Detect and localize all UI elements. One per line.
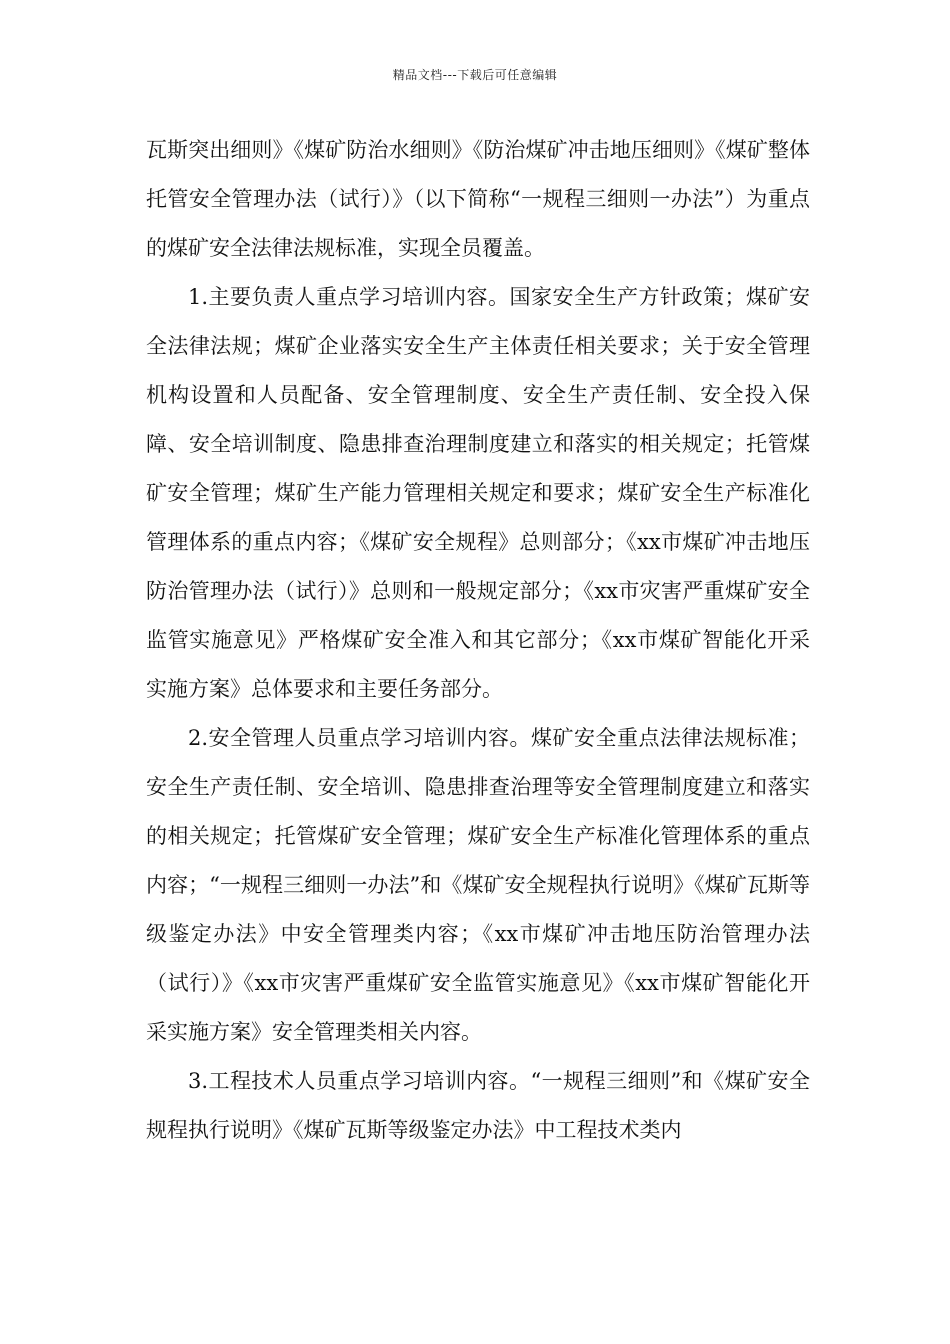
page-header: 精品文档---下载后可任意编辑 <box>392 68 558 82</box>
document-body <box>146 126 810 1155</box>
paragraph-continued: 瓦斯突出细则》《煤矿防治水细则》《防治煤矿冲击地压细则》《煤矿整体托管安全管理办法（试行）》（以下简称“一规程三细则一办法”）为重点的煤矿安全法律法规标准，实现全员覆盖。 <box>146 138 810 260</box>
paragraph-item-1: 1.主要负责人重点学习培训内容。国家安全生产方针政策；煤矿安全法律法规；煤矿企业落实安全生产主体责任相关要求；关于安全管理机构设置和人员配备、安全管理制度、安全生产责任制、安全投入保障、安全培训制度、隐患排查治理制度建立和落实的相关规定；托管煤矿安全管理；煤矿生产能力管理相关规定和要求；煤矿安全生产标准化管理体系的重点内容；《煤矿安全规程》总则部分；《xx市煤矿冲击地压防治管理办法（试行）》总则和一般规定部分；《xx市灾害严重煤矿安全监管实施意见》严格煤矿安全准入和其它部分；《xx市煤矿智能化开采实施方案》总体要求和主要任务部分。 <box>146 285 810 701</box>
paragraph-item-3: 3.工程技术人员重点学习培训内容。“一规程三细则”和《煤矿安全规程执行说明》《煤矿瓦斯等级鉴定办法》中工程技术类内 <box>146 1069 810 1142</box>
paragraph-item-2: 2.安全管理人员重点学习培训内容。煤矿安全重点法律法规标准；安全生产责任制、安全培训、隐患排查治理等安全管理制度建立和落实的相关规定；托管煤矿安全管理；煤矿安全生产标准化管理体系的重点内容；“一规程三细则一办法”和《煤矿安全规程执行说明》《煤矿瓦斯等级鉴定办法》中安全管理类内容；《xx市煤矿冲击地压防治管理办法（试行）》《xx市灾害严重煤矿安全监管实施意见》《xx市煤矿智能化开采实施方案》安全管理类相关内容。 <box>146 726 810 1044</box>
